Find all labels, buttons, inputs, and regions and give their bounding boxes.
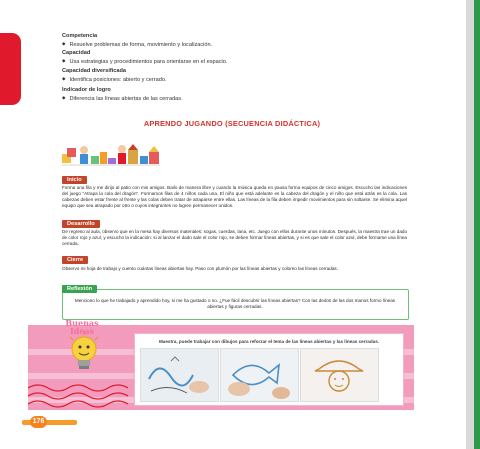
objective-competencia bbox=[62, 33, 362, 49]
section-text-desarrollo: De regreso al aula, observo que en la mesa hay diversos materiales: sogas, cuerdas, lana, etc. Juego con ellos durante unos minutos. Después, la maestra trae un dado de color rojo y azul, y escucho la indicación: si al lanzar el dado sale el color rojo, se deben formar líneas abiertas, y si es que sale el color azul, debe formarse una línea cerrada. bbox=[62, 229, 407, 246]
kids-blocks-illustration bbox=[62, 140, 160, 170]
section-label-reflexion: Reflexión bbox=[62, 285, 97, 293]
lightbulb-mascot-icon bbox=[62, 325, 106, 385]
objective-item: ◆ Usa estrategias y procedimientos para orientarse en el espacio. bbox=[62, 57, 362, 66]
main-title: APRENDO JUGANDO (SECUENCIA DIDÁCTICA) bbox=[143, 119, 321, 128]
section-label-inicio: Inicio bbox=[62, 176, 87, 184]
red-side-tab bbox=[0, 33, 21, 105]
photo-drawing-fish-shape bbox=[220, 348, 299, 402]
photo-drawing-face-hat bbox=[300, 348, 379, 402]
ideas-text: Maestra, puede trabajar con dibujos para reforzar el tema de las líneas abiertas y las líneas cerradas. bbox=[158, 339, 380, 344]
objective-heading: Capacidad bbox=[62, 50, 91, 56]
objective-item: ◆ Identifica posiciones: abierto y cerrado. bbox=[62, 75, 362, 84]
page-edge bbox=[466, 0, 480, 449]
section-text-reflexion: Menciono lo que he trabajado y aprendido hoy, si me ha gustado o no. ¿Fue fácil descubrir las líneas abiertas? Con las dedos de las dos manos formo líneas abiertas y figuras cerradas. bbox=[74, 298, 396, 309]
section-text-cierre: Observo mi hoja de trabajo y cuento cuántas líneas abiertas hay. Paso con plumón por las líneas abiertas y coloreo las líneas cerradas. bbox=[62, 266, 338, 271]
objective-heading: Indicador de logro bbox=[62, 87, 111, 93]
section-text-inicio: Forma una fila y me dirijo al patio con mis amigos. Bailo de manera libre y cuando la música queda en pausa forma equipos de cinco amigos. Escucho las indicaciones del juego "Atrapa la cola del dragón". Formamos filas de 4 niños cada una. El niño que está adelante es la cabeza del dragón y el niño que está atrás es la cola. Las cabezas deben estar frente al frente y las colas deben tratar de atraparse entre ellas. Las líneas de la fila deben impedir movimientos para sin soltarse. Se elimina aquel equipo que sea atrapado por otro o cuyos integrantes no logren permanecer unidos. bbox=[62, 185, 407, 208]
section-label-desarrollo: Desarrollo bbox=[62, 220, 100, 228]
section-label-cierre: Cierre bbox=[62, 256, 88, 264]
photo-drawing-open-lines bbox=[140, 348, 219, 402]
objective-capacidad bbox=[62, 50, 362, 66]
objective-indicador bbox=[62, 87, 362, 103]
ideas-title: Buenas Ideas bbox=[65, 318, 99, 336]
objective-heading: Competencia bbox=[62, 33, 98, 39]
objective-item: ◆ Resuelve problemas de forma, movimiento y localización. bbox=[62, 40, 362, 49]
objective-item: ◆ Diferencia las líneas abiertas de las cerradas. bbox=[62, 94, 362, 103]
objective-capacidad-diversificada bbox=[62, 68, 362, 84]
page-number: 176 bbox=[30, 416, 47, 428]
green-edge-stripe bbox=[474, 0, 480, 449]
objective-heading: Capacidad diversificada bbox=[62, 68, 127, 74]
decorative-wave bbox=[28, 378, 138, 408]
